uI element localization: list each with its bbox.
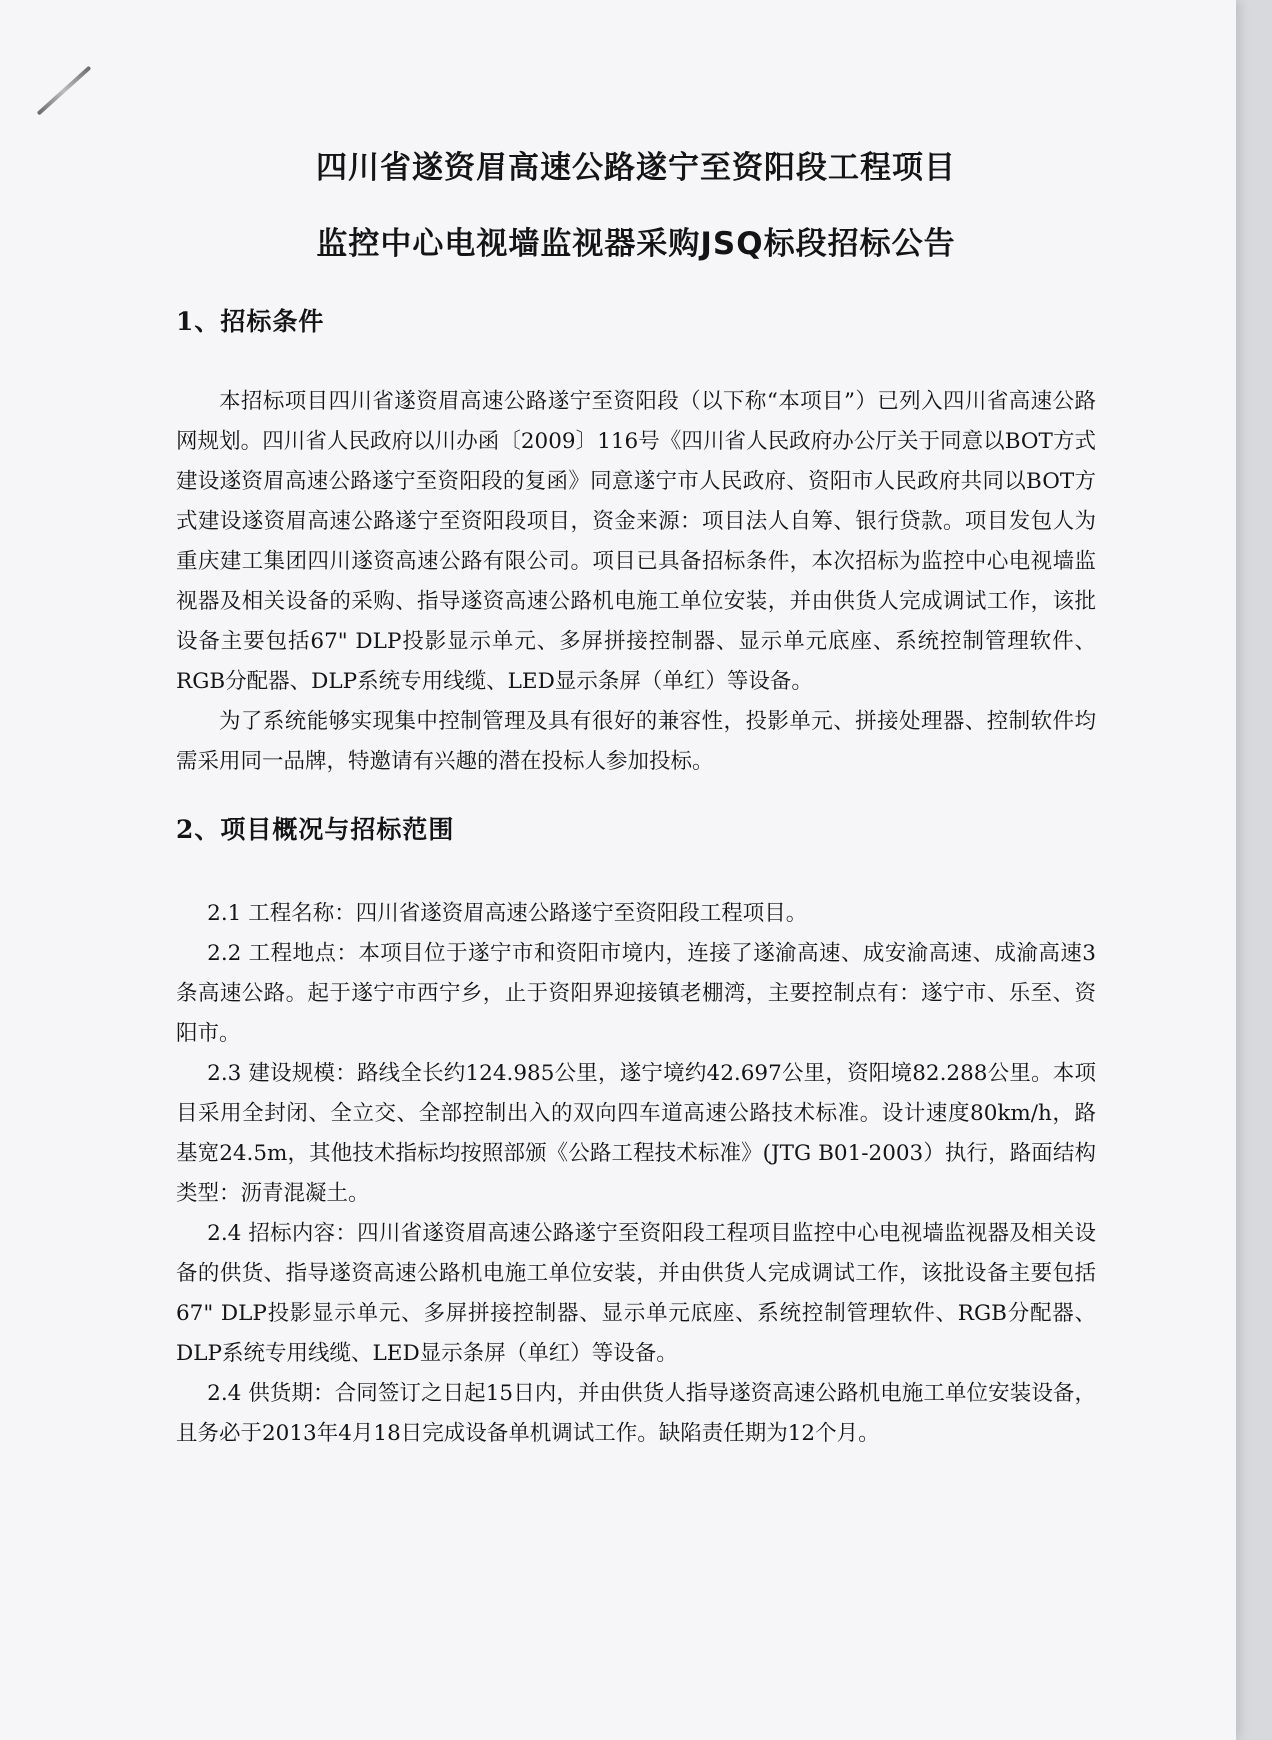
section-2-item-2-4-scope: 2.4 招标内容：四川省遂资眉高速公路遂宁至资阳段工程项目监控中心电视墙监视器及相关设备的供货、指导遂资高速公路机电施工单位安装，并由供货人完成调试工作，该批设备主要包括67" DLP投影显示单元、多屏拼接控制器、显示单元底座、系统控制管理软件、RGB分配器、DLP系统专用线缆、LED显示条屏（单红）等设备。 <box>176 1221 1096 1366</box>
document-title-line-1: 四川省遂资眉高速公路遂宁至资阳段工程项目 <box>316 150 956 186</box>
document-body <box>176 150 1096 1454</box>
section-1-heading: 1、招标条件 <box>176 307 325 336</box>
section-2-heading: 2、项目概况与招标范围 <box>176 815 455 844</box>
document-title-line-2: 监控中心电视墙监视器采购JSQ标段招标公告 <box>316 226 956 262</box>
staple-mark <box>37 66 92 116</box>
section-1-paragraph-1: 本招标项目四川省遂资眉高速公路遂宁至资阳段（以下称“本项目”）已列入四川省高速公路网规划。四川省人民政府以川办函〔2009〕116号《四川省人民政府办公厅关于同意以BOT方式建设遂资眉高速公路遂宁至资阳段的复函》同意遂宁市人民政府、资阳市人民政府共同以BOT方式建设遂资眉高速公路遂宁至资阳段项目，资金来源：项目法人自筹、银行贷款。项目发包人为重庆建工集团四川遂资高速公路有限公司。项目已具备招标条件，本次招标为监控中心电视墙监视器及相关设备的采购、指导遂资高速公路机电施工单位安装，并由供货人完成调试工作，该批设备主要包括67" DLP投影显示单元、多屏拼接控制器、显示单元底座、系统控制管理软件、RGB分配器、DLP系统专用线缆、LED显示条屏（单红）等设备。 <box>176 389 1096 694</box>
section-2-item-2-3: 2.3 建设规模：路线全长约124.985公里，遂宁境约42.697公里，资阳境82.288公里。本项目采用全封闭、全立交、全部控制出入的双向四车道高速公路技术标准。设计速度80km/h，路基宽24.5m，其他技术指标均按照部颁《公路工程技术标准》(JTG B01-2003）执行，路面结构类型：沥青混凝土。 <box>176 1061 1096 1206</box>
section-2-item-2-1: 2.1 工程名称：四川省遂资眉高速公路遂宁至资阳段工程项目。 <box>207 901 808 926</box>
section-1-paragraph-2: 为了系统能够实现集中控制管理及具有很好的兼容性，投影单元、拼接处理器、控制软件均需采用同一品牌，特邀请有兴趣的潜在投标人参加投标。 <box>176 709 1096 774</box>
section-2-item-2-4-delivery: 2.4 供货期：合同签订之日起15日内，并由供货人指导遂资高速公路机电施工单位安装设备，且务必于2013年4月18日完成设备单机调试工作。缺陷责任期为12个月。 <box>176 1381 1096 1446</box>
section-2-item-2-2: 2.2 工程地点：本项目位于遂宁市和资阳市境内，连接了遂渝高速、成安渝高速、成渝高速3条高速公路。起于遂宁市西宁乡，止于资阳界迎接镇老棚湾，主要控制点有：遂宁市、乐至、资阳市。 <box>176 941 1096 1046</box>
